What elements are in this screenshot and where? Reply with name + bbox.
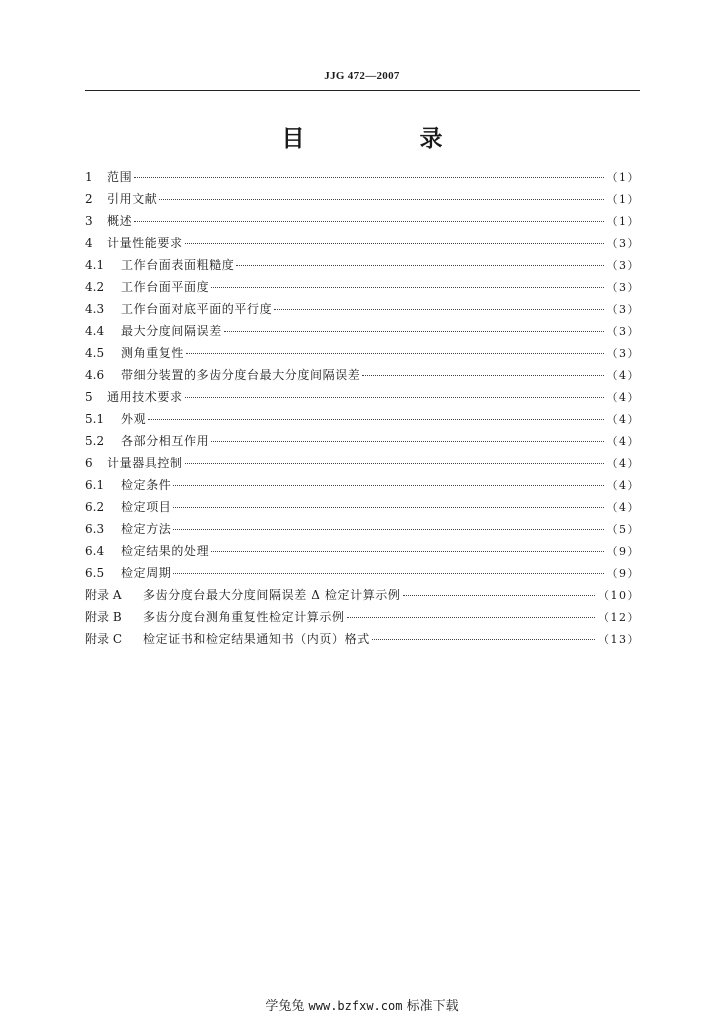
toc-dot-leader <box>159 195 603 200</box>
toc-entry-title: 检定结果的处理 <box>121 544 210 558</box>
toc-entry-number: 6.5 <box>85 566 105 580</box>
toc-entry-page: （3） <box>606 259 640 272</box>
toc-entry-page: （4） <box>606 413 640 426</box>
toc-entry[interactable] <box>85 542 640 564</box>
toc-entry-title: 检定项目 <box>121 500 172 514</box>
toc-entry-title: 带细分装置的多齿分度台最大分度间隔误差 <box>121 368 361 382</box>
toc-dot-leader <box>173 503 603 508</box>
toc-entry-title: 通用技术要求 <box>107 390 183 404</box>
toc-entry[interactable] <box>85 520 640 542</box>
toc-entry-number: 5 <box>85 390 93 404</box>
toc-entry-number: 6 <box>85 456 93 470</box>
toc-entry-title: 范围 <box>107 170 133 184</box>
page-title: 目 录 <box>281 126 489 152</box>
toc-entry-page: （4） <box>606 479 640 492</box>
table-of-contents <box>85 168 640 652</box>
toc-dot-leader <box>185 393 604 398</box>
toc-entry-page: （1） <box>606 215 640 228</box>
toc-entry[interactable] <box>85 234 640 256</box>
toc-entry[interactable] <box>85 454 640 476</box>
toc-entry[interactable] <box>85 564 640 586</box>
toc-entry-number: 5.1 <box>85 412 105 426</box>
toc-entry-number: 2 <box>85 192 93 206</box>
toc-entry-number: 5.2 <box>85 434 105 448</box>
toc-dot-leader <box>186 349 603 354</box>
toc-dot-leader <box>173 525 603 530</box>
toc-entry[interactable] <box>85 344 640 366</box>
toc-entry-number: 附录 C <box>85 632 122 646</box>
toc-entry-page: （3） <box>606 347 640 360</box>
toc-entry-page: （1） <box>606 193 640 206</box>
toc-dot-leader <box>173 569 603 574</box>
toc-entry-title: 检定方法 <box>121 522 172 536</box>
toc-entry-number: 6.3 <box>85 522 105 536</box>
toc-entry-page: （3） <box>606 325 640 338</box>
toc-entry-title: 各部分相互作用 <box>121 434 210 448</box>
toc-entry-title: 概述 <box>107 214 133 228</box>
toc-dot-leader <box>362 371 603 376</box>
toc-entry[interactable] <box>85 476 640 498</box>
toc-entry[interactable] <box>85 498 640 520</box>
toc-dot-leader <box>211 437 603 442</box>
toc-entry-page: （13） <box>598 633 640 646</box>
toc-entry-number: 4.3 <box>85 302 105 316</box>
toc-entry-number: 6.2 <box>85 500 105 514</box>
toc-entry-title: 工作台面对底平面的平行度 <box>121 302 273 316</box>
toc-entry[interactable] <box>85 630 640 652</box>
toc-entry-title: 计量性能要求 <box>107 236 183 250</box>
footer-tagline: 标准下载 <box>406 999 459 1014</box>
standard-code-header: JJG 472—2007 <box>324 70 400 82</box>
toc-entry-page: （10） <box>598 589 640 602</box>
toc-entry-title: 计量器具控制 <box>107 456 183 470</box>
toc-dot-leader <box>372 635 595 640</box>
toc-entry-number: 6.1 <box>85 478 105 492</box>
toc-entry[interactable] <box>85 168 640 190</box>
toc-entry-number: 4.2 <box>85 280 105 294</box>
toc-entry-page: （4） <box>606 369 640 382</box>
toc-entry-title: 多齿分度台测角重复性检定计算示例 <box>143 610 345 624</box>
toc-entry-page: （5） <box>606 523 640 536</box>
footer-site-name: 学兔兔 <box>265 999 305 1014</box>
toc-entry-page: （4） <box>606 435 640 448</box>
toc-entry-title: 多齿分度台最大分度间隔误差 Δ 检定计算示例 <box>143 588 401 602</box>
toc-dot-leader <box>134 173 603 178</box>
toc-entry-page: （3） <box>606 281 640 294</box>
toc-entry-page: （4） <box>606 501 640 514</box>
toc-dot-leader <box>185 459 604 464</box>
toc-entry[interactable] <box>85 190 640 212</box>
toc-entry-number: 4 <box>85 236 93 250</box>
toc-entry[interactable] <box>85 300 640 322</box>
toc-entry-page: （3） <box>606 237 640 250</box>
toc-entry-title: 最大分度间隔误差 <box>121 324 222 338</box>
toc-entry-number: 4.4 <box>85 324 105 338</box>
toc-entry-number: 1 <box>85 170 93 184</box>
toc-entry-number: 3 <box>85 214 93 228</box>
toc-entry-number: 4.6 <box>85 368 105 382</box>
toc-dot-leader <box>211 547 603 552</box>
toc-entry-title: 检定条件 <box>121 478 172 492</box>
toc-dot-leader <box>403 591 596 596</box>
toc-entry[interactable] <box>85 366 640 388</box>
toc-entry-title: 工作台面平面度 <box>121 280 210 294</box>
toc-entry-page: （3） <box>606 303 640 316</box>
header-divider <box>85 90 640 91</box>
toc-entry[interactable] <box>85 212 640 234</box>
toc-entry[interactable] <box>85 388 640 410</box>
toc-entry-title: 工作台面表面粗糙度 <box>121 258 235 272</box>
footer <box>0 995 724 1014</box>
toc-entry-title: 引用文献 <box>107 192 158 206</box>
toc-dot-leader <box>347 613 595 618</box>
toc-dot-leader <box>173 481 603 486</box>
toc-entry-title: 外观 <box>121 412 147 426</box>
toc-entry-title: 检定证书和检定结果通知书（内页）格式 <box>143 632 370 646</box>
toc-entry-title: 检定周期 <box>121 566 172 580</box>
toc-entry[interactable] <box>85 256 640 278</box>
toc-entry[interactable] <box>85 278 640 300</box>
toc-entry-number: 附录 B <box>85 610 122 624</box>
toc-entry-number: 4.5 <box>85 346 105 360</box>
toc-entry-page: （4） <box>606 391 640 404</box>
toc-entry[interactable] <box>85 608 640 630</box>
toc-entry-page: （9） <box>606 545 640 558</box>
toc-entry-page: （1） <box>606 171 640 184</box>
toc-entry[interactable] <box>85 322 640 344</box>
footer-url-link[interactable]: www.bzfxw.com <box>308 999 403 1013</box>
toc-entry-title: 测角重复性 <box>121 346 185 360</box>
toc-entry-number: 6.4 <box>85 544 105 558</box>
toc-dot-leader <box>185 239 604 244</box>
toc-entry[interactable] <box>85 410 640 432</box>
toc-entry-page: （12） <box>598 611 640 624</box>
toc-dot-leader <box>274 305 603 310</box>
toc-entry-page: （4） <box>606 457 640 470</box>
toc-dot-leader <box>211 283 603 288</box>
toc-entry-page: （9） <box>606 567 640 580</box>
toc-dot-leader <box>224 327 604 332</box>
toc-entry-number: 4.1 <box>85 258 105 272</box>
toc-entry-number: 附录 A <box>85 588 122 602</box>
toc-dot-leader <box>134 217 603 222</box>
toc-entry[interactable] <box>85 432 640 454</box>
toc-dot-leader <box>236 261 603 266</box>
toc-entry[interactable] <box>85 586 640 608</box>
toc-dot-leader <box>148 415 603 420</box>
